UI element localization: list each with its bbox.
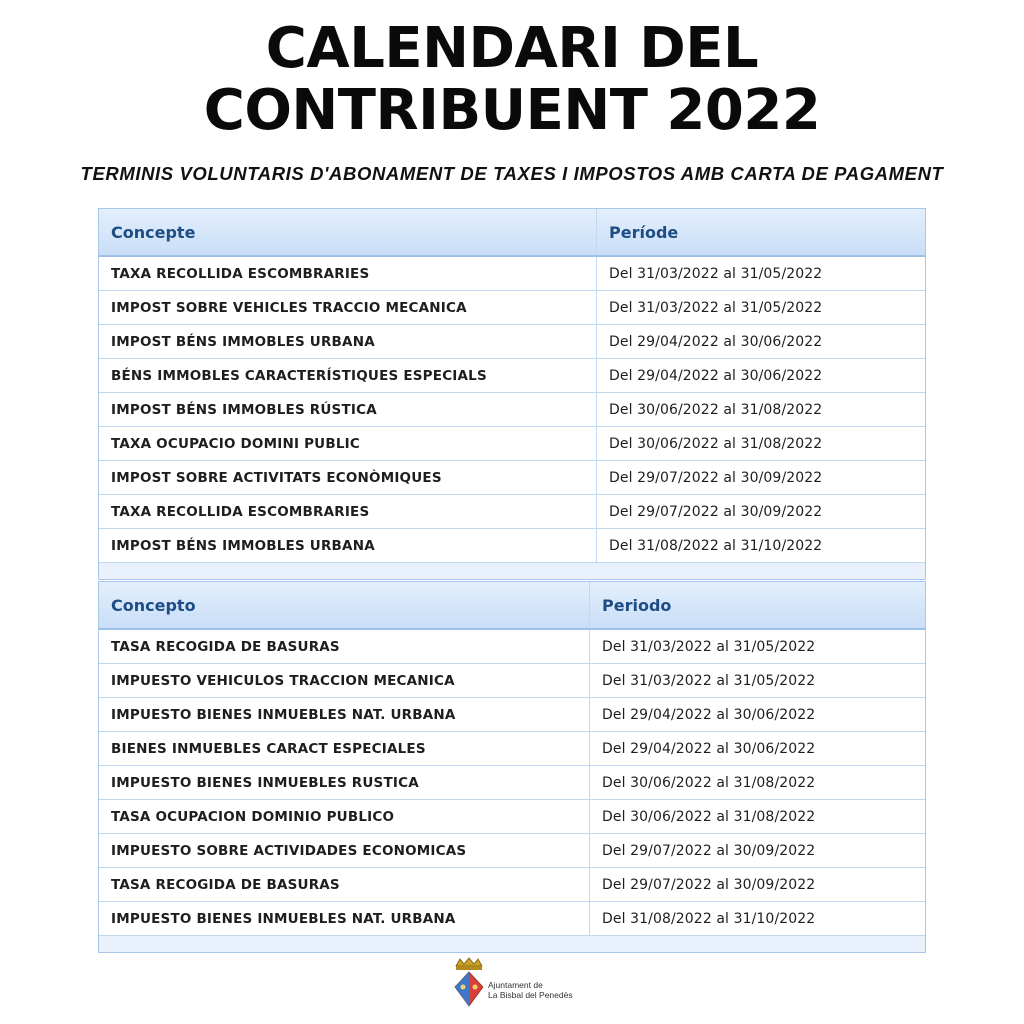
column-header-periodo: Periodo <box>602 595 672 615</box>
table-row <box>99 732 925 766</box>
table-row <box>99 495 925 529</box>
table-row <box>99 359 925 393</box>
table-row <box>99 630 925 664</box>
table-row <box>99 257 925 291</box>
period-cell: Del 31/03/2022 al 31/05/2022 <box>609 265 823 282</box>
table-row <box>99 834 925 868</box>
concept-cell: IMPUESTO SOBRE ACTIVIDADES ECONOMICAS <box>99 834 590 867</box>
logo-text-line-2: La Bisbal del Penedès <box>488 990 573 1000</box>
period-cell: Del 29/07/2022 al 30/09/2022 <box>609 503 823 520</box>
table-row <box>99 291 925 325</box>
period-cell: Del 29/07/2022 al 30/09/2022 <box>609 469 823 486</box>
period-cell: Del 29/04/2022 al 30/06/2022 <box>609 333 823 350</box>
period-cell: Del 30/06/2022 al 31/08/2022 <box>602 808 816 825</box>
concept-cell: TAXA OCUPACIO DOMINI PUBLIC <box>99 427 597 460</box>
concept-cell: TAXA RECOLLIDA ESCOMBRARIES <box>99 495 597 528</box>
concept-cell: IMPOST SOBRE ACTIVITATS ECONÒMIQUES <box>99 461 597 494</box>
concept-cell: IMPOST BÉNS IMMOBLES RÚSTICA <box>99 393 597 426</box>
title-line-1: CALENDARI DEL <box>265 16 759 81</box>
concept-cell: IMPOST BÉNS IMMOBLES URBANA <box>99 529 597 562</box>
period-cell: Del 29/04/2022 al 30/06/2022 <box>609 367 823 384</box>
period-cell: Del 30/06/2022 al 31/08/2022 <box>609 435 823 452</box>
coat-of-arms-icon <box>452 956 486 1010</box>
concept-cell: IMPUESTO VEHICULOS TRACCION MECANICA <box>99 664 590 697</box>
municipal-logo <box>452 956 592 1010</box>
period-cell: Del 30/06/2022 al 31/08/2022 <box>609 401 823 418</box>
table-row <box>99 868 925 902</box>
period-cell: Del 29/07/2022 al 30/09/2022 <box>602 842 816 859</box>
concept-cell: TAXA RECOLLIDA ESCOMBRARIES <box>99 257 597 290</box>
table-row <box>99 529 925 563</box>
period-cell: Del 30/06/2022 al 31/08/2022 <box>602 774 816 791</box>
period-cell: Del 31/08/2022 al 31/10/2022 <box>602 910 816 927</box>
table-row <box>99 698 925 732</box>
table-spanish <box>98 581 926 953</box>
table-row <box>99 427 925 461</box>
concept-cell: IMPOST SOBRE VEHICLES TRACCIO MECANICA <box>99 291 597 324</box>
period-cell: Del 29/04/2022 al 30/06/2022 <box>602 706 816 723</box>
period-cell: Del 29/07/2022 al 30/09/2022 <box>602 876 816 893</box>
period-cell: Del 31/08/2022 al 31/10/2022 <box>609 537 823 554</box>
concept-cell: TASA RECOGIDA DE BASURAS <box>99 868 590 901</box>
table-footer <box>99 563 925 579</box>
table-header <box>99 582 925 630</box>
table-row <box>99 766 925 800</box>
period-cell: Del 31/03/2022 al 31/05/2022 <box>602 638 816 655</box>
table-header <box>99 209 925 257</box>
column-header-periode: Període <box>609 222 679 242</box>
table-footer <box>99 936 925 952</box>
column-header-concepte: Concepte <box>99 209 597 255</box>
concept-cell: IMPUESTO BIENES INMUEBLES NAT. URBANA <box>99 902 590 935</box>
page-subtitle: TERMINIS VOLUNTARIS D'ABONAMENT DE TAXES I IMPOSTOS AMB CARTA DE PAGAMENT <box>80 163 944 184</box>
concept-cell: TASA RECOGIDA DE BASURAS <box>99 630 590 663</box>
period-cell: Del 31/03/2022 al 31/05/2022 <box>602 672 816 689</box>
concept-cell: IMPUESTO BIENES INMUEBLES RUSTICA <box>99 766 590 799</box>
concept-cell: IMPOST BÉNS IMMOBLES URBANA <box>99 325 597 358</box>
table-row <box>99 325 925 359</box>
logo-text-line-1: Ajuntament de <box>488 980 543 990</box>
title-line-2: CONTRIBUENT 2022 <box>203 78 821 143</box>
concept-cell: BIENES INMUEBLES CARACT ESPECIALES <box>99 732 590 765</box>
concept-cell: BÉNS IMMOBLES CARACTERÍSTIQUES ESPECIALS <box>99 359 597 392</box>
table-row <box>99 461 925 495</box>
table-row <box>99 664 925 698</box>
concept-cell: TASA OCUPACION DOMINIO PUBLICO <box>99 800 590 833</box>
table-row <box>99 902 925 936</box>
period-cell: Del 29/04/2022 al 30/06/2022 <box>602 740 816 757</box>
page-title <box>0 18 1024 142</box>
table-catalan <box>98 208 926 580</box>
concept-cell: IMPUESTO BIENES INMUEBLES NAT. URBANA <box>99 698 590 731</box>
period-cell: Del 31/03/2022 al 31/05/2022 <box>609 299 823 316</box>
column-header-concepto: Concepto <box>99 582 590 628</box>
table-row <box>99 393 925 427</box>
table-row <box>99 800 925 834</box>
